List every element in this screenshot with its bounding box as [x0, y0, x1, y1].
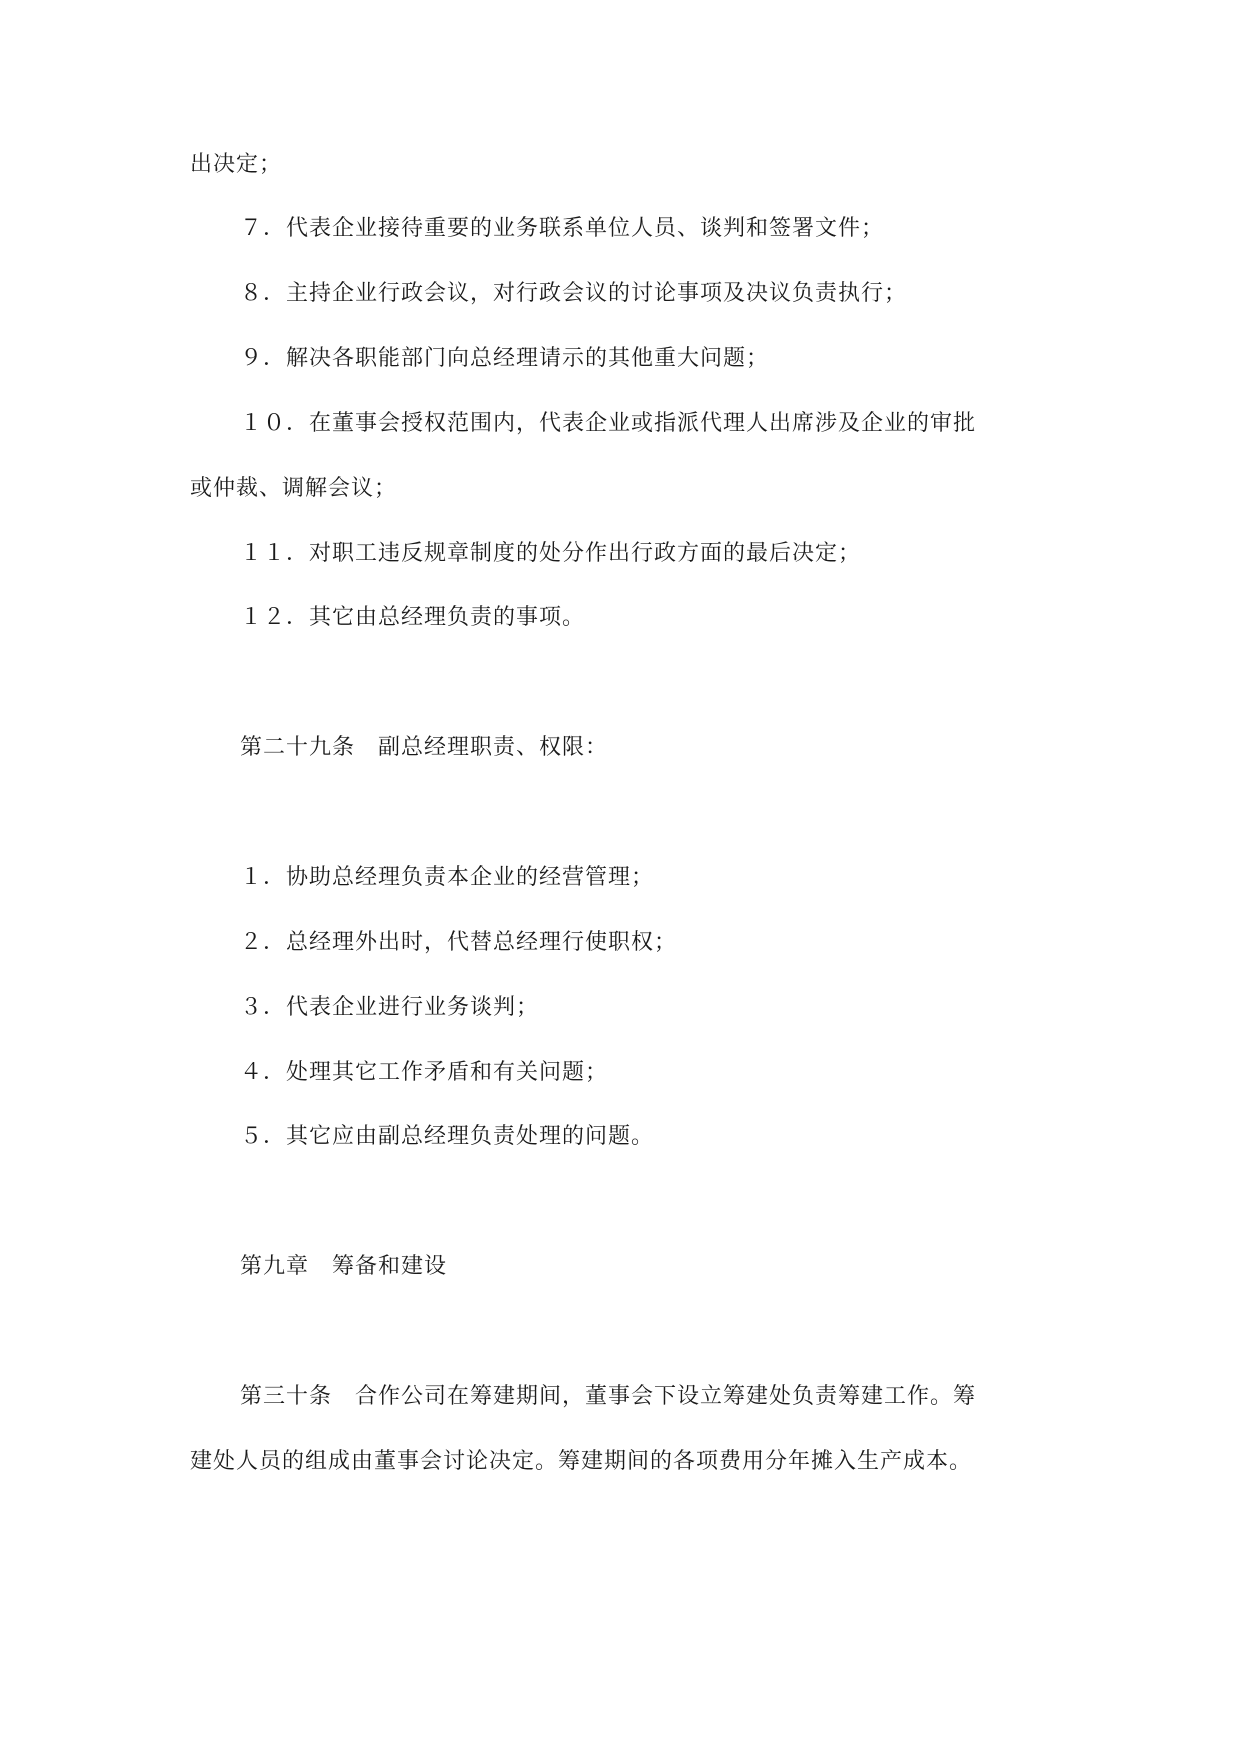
- chapter-9-heading: 第九章 筹备和建设: [240, 1254, 448, 1279]
- deputy-item-2: ２．总经理外出时，代替总经理行使职权；: [240, 930, 678, 955]
- deputy-item-4: ４．处理其它工作矛盾和有关问题；: [240, 1060, 609, 1085]
- deputy-item-1: １．协助总经理负责本企业的经营管理；: [240, 865, 655, 890]
- list-item-12: １２．其它由总经理负责的事项。: [240, 605, 586, 630]
- list-item-8: ８．主持企业行政会议，对行政会议的讨论事项及决议负责执行；: [240, 281, 908, 306]
- deputy-item-3: ３．代表企业进行业务谈判；: [240, 995, 540, 1020]
- article-30-paragraph-continuation: 建处人员的组成由董事会讨论决定。筹建期间的各项费用分年摊入生产成本。: [190, 1449, 973, 1474]
- article-29-heading: 第二十九条 副总经理职责、权限：: [240, 735, 609, 760]
- list-item-10-continuation: 或仲裁、调解会议；: [190, 476, 398, 501]
- article-30-paragraph: 第三十条 合作公司在筹建期间，董事会下设立筹建处负责筹建工作。筹: [240, 1384, 977, 1409]
- list-item-10: １０．在董事会授权范围内，代表企业或指派代理人出席涉及企业的审批: [240, 411, 977, 436]
- text-line-continuation: 出决定；: [190, 152, 283, 177]
- list-item-9: ９．解决各职能部门向总经理请示的其他重大问题；: [240, 346, 770, 371]
- list-item-11: １１．对职工违反规章制度的处分作出行政方面的最后决定；: [240, 541, 862, 566]
- deputy-item-5: ５．其它应由副总经理负责处理的问题。: [240, 1124, 655, 1149]
- list-item-7: ７．代表企业接待重要的业务联系单位人员、谈判和签署文件；: [240, 216, 885, 241]
